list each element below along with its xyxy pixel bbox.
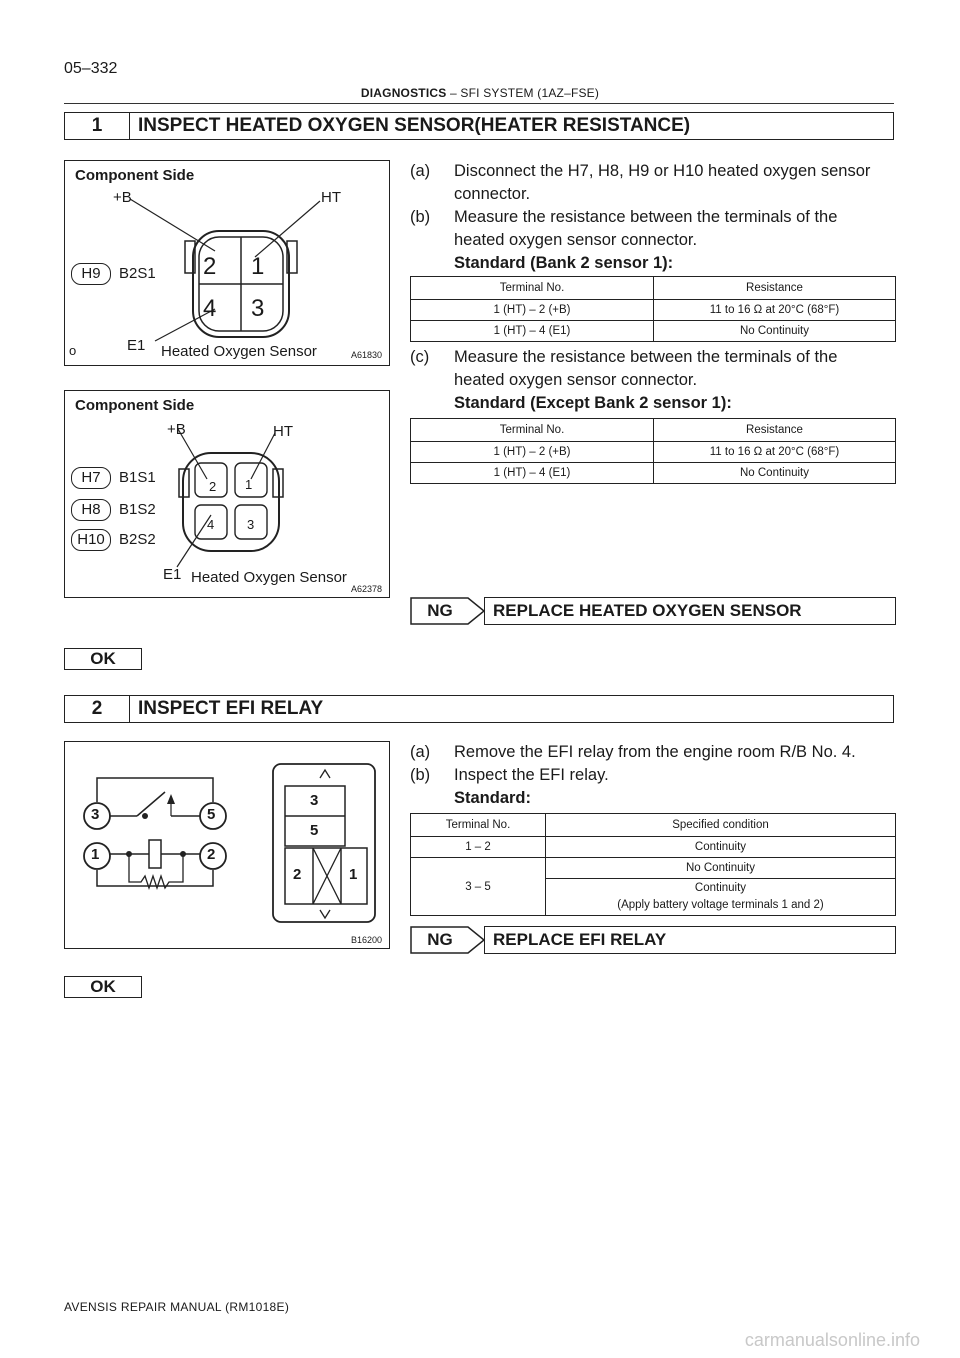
table-row	[411, 858, 896, 879]
connector-h8-badge: H8	[71, 499, 111, 521]
ht-label: HT	[321, 189, 341, 206]
table-cell: 1 – 2	[411, 837, 546, 858]
standard-except-bank2-sensor1: Standard (Except Bank 2 sensor 1):	[454, 394, 732, 412]
item-c-line1: Measure the resistance between the terminals of the	[454, 348, 838, 366]
connector-h7-badge: H7	[71, 467, 111, 489]
table-header: Resistance	[654, 277, 896, 300]
ok-branch-1: OK	[64, 648, 142, 670]
item-a-line1: Remove the EFI relay from the engine room R/B No. 4.	[454, 743, 856, 761]
table-cell: 1 (HT) – 2 (+B)	[411, 442, 654, 463]
ng-label: NG	[427, 601, 453, 620]
item-b-line1: Measure the resistance between the terminals of the	[454, 208, 838, 226]
heated-oxygen-sensor-label: Heated Oxygen Sensor	[191, 569, 347, 586]
table-row	[411, 837, 896, 858]
running-header	[0, 86, 960, 100]
item-a-line2: connector.	[454, 185, 531, 203]
table-header: Resistance	[654, 419, 896, 442]
watermark: carmanualsonline.info	[744, 1330, 920, 1350]
pin-1: 1	[245, 477, 253, 492]
table-row	[411, 463, 896, 484]
step-1-title: INSPECT HEATED OXYGEN SENSOR(HEATER RESISTANCE)	[138, 115, 691, 136]
condition-continuity: Continuity	[694, 882, 747, 894]
standard-label: Standard:	[454, 789, 532, 807]
table-cell: 11 to 16 Ω at 20°C (68°F)	[654, 300, 896, 321]
header-section: DIAGNOSTICS	[360, 86, 447, 100]
table-row	[411, 321, 896, 342]
sensor-code-b1s1: B1S1	[119, 469, 156, 486]
table-header: Terminal No.	[411, 277, 654, 300]
table-row	[411, 442, 896, 463]
item-a-line1: Disconnect the H7, H8, H9 or H10 heated oxygen sensor	[454, 162, 871, 180]
step-1-number: 1	[65, 113, 130, 139]
plus-b-label: +B	[113, 189, 132, 206]
plus-b-label: +B	[167, 421, 186, 438]
table-cell: No Continuity	[654, 463, 896, 484]
terminal-2: 2	[207, 846, 216, 863]
figure-id: A61830	[351, 350, 383, 360]
pin-2: 2	[203, 253, 217, 280]
table-header: Specified condition	[546, 814, 896, 837]
table-cell: Continuity	[546, 837, 896, 858]
item-b-tag: (b)	[410, 766, 431, 784]
heated-oxygen-sensor-label: Heated Oxygen Sensor	[161, 343, 317, 360]
sensor-code-b1s2: B1S2	[119, 501, 156, 518]
step-2-number: 2	[65, 696, 130, 722]
table-cell: No Continuity	[546, 858, 896, 879]
table-header: Terminal No.	[411, 419, 654, 442]
pin-3: 3	[251, 295, 265, 322]
table-header: Terminal No.	[411, 814, 546, 837]
item-b-line2: heated oxygen sensor connector.	[454, 231, 698, 249]
item-c-tag: (c)	[410, 348, 430, 366]
terminal-5: 5	[207, 806, 216, 823]
figure-id: B16200	[351, 935, 383, 945]
terminal-3: 3	[91, 806, 100, 823]
pin-1: 1	[251, 253, 265, 280]
manual-footer: AVENSIS REPAIR MANUAL (RM1018E)	[64, 1300, 290, 1314]
table-cell: No Continuity	[654, 321, 896, 342]
connector-h10-badge: H10	[71, 529, 111, 551]
component-side-label: Component Side	[75, 167, 195, 184]
relay-pin-3: 3	[310, 792, 319, 809]
ht-label: HT	[273, 423, 293, 440]
condition-note: (Apply battery voltage terminals 1 and 2)	[617, 899, 824, 911]
pin-3: 3	[247, 517, 255, 532]
page-number: 05–332	[64, 60, 118, 77]
pin-4: 4	[203, 295, 217, 322]
table-cell: 11 to 16 Ω at 20°C (68°F)	[654, 442, 896, 463]
figure-h7-h8-h10-connector	[64, 390, 390, 598]
step-1-header	[64, 112, 894, 140]
figure-mark: o	[69, 343, 77, 358]
item-b-line1: Inspect the EFI relay.	[454, 766, 609, 784]
table-cell: 1 (HT) – 2 (+B)	[411, 300, 654, 321]
efi-relay-table	[410, 813, 896, 916]
item-b-tag: (b)	[410, 208, 431, 226]
table-cell: 1 (HT) – 4 (E1)	[411, 321, 654, 342]
relay-pin-1: 1	[349, 866, 358, 883]
ng-branch-2	[410, 926, 896, 954]
resistance-table-bank2-sensor1	[410, 276, 896, 342]
e1-label: E1	[163, 566, 182, 583]
standard-bank2-sensor1: Standard (Bank 2 sensor 1):	[454, 254, 674, 272]
item-a-tag: (a)	[410, 743, 431, 761]
table-cell: 3 – 5	[411, 858, 546, 916]
ng-action: REPLACE HEATED OXYGEN SENSOR	[484, 597, 896, 625]
header-separator: –	[446, 86, 461, 100]
ng-label: NG	[427, 930, 453, 949]
figure-h9-connector	[64, 160, 390, 366]
efi-relay-circuit-diagram	[65, 742, 388, 947]
table-row	[411, 300, 896, 321]
header-rule	[64, 103, 894, 104]
terminal-1: 1	[91, 846, 100, 863]
pin-2: 2	[209, 479, 217, 494]
step-2-title: INSPECT EFI RELAY	[138, 698, 324, 719]
component-side-label: Component Side	[75, 397, 195, 414]
header-subsection: SFI SYSTEM (1AZ–FSE)	[460, 86, 600, 100]
ng-action: REPLACE EFI RELAY	[484, 926, 896, 954]
step-1-instructions	[410, 160, 896, 275]
h7-connector-diagram	[65, 391, 388, 596]
resistance-table-except-bank2-sensor1	[410, 418, 896, 484]
figure-id: A62378	[351, 584, 383, 594]
pin-4: 4	[207, 517, 215, 532]
step-1-instructions-c	[410, 346, 896, 415]
item-a-tag: (a)	[410, 162, 431, 180]
figure-efi-relay	[64, 741, 390, 949]
step-2-header	[64, 695, 894, 723]
step-2-instructions	[410, 741, 896, 810]
sensor-code-b2s1: B2S1	[119, 265, 156, 282]
ng-branch-1	[410, 597, 896, 625]
relay-pin-2: 2	[293, 866, 302, 883]
table-cell: 1 (HT) – 4 (E1)	[411, 463, 654, 484]
relay-pin-5: 5	[310, 822, 319, 839]
ok-branch-2: OK	[64, 976, 142, 998]
table-cell	[546, 879, 896, 916]
e1-label: E1	[127, 337, 146, 354]
connector-h9-badge: H9	[71, 263, 111, 285]
sensor-code-b2s2: B2S2	[119, 531, 156, 548]
item-c-line2: heated oxygen sensor connector.	[454, 371, 698, 389]
